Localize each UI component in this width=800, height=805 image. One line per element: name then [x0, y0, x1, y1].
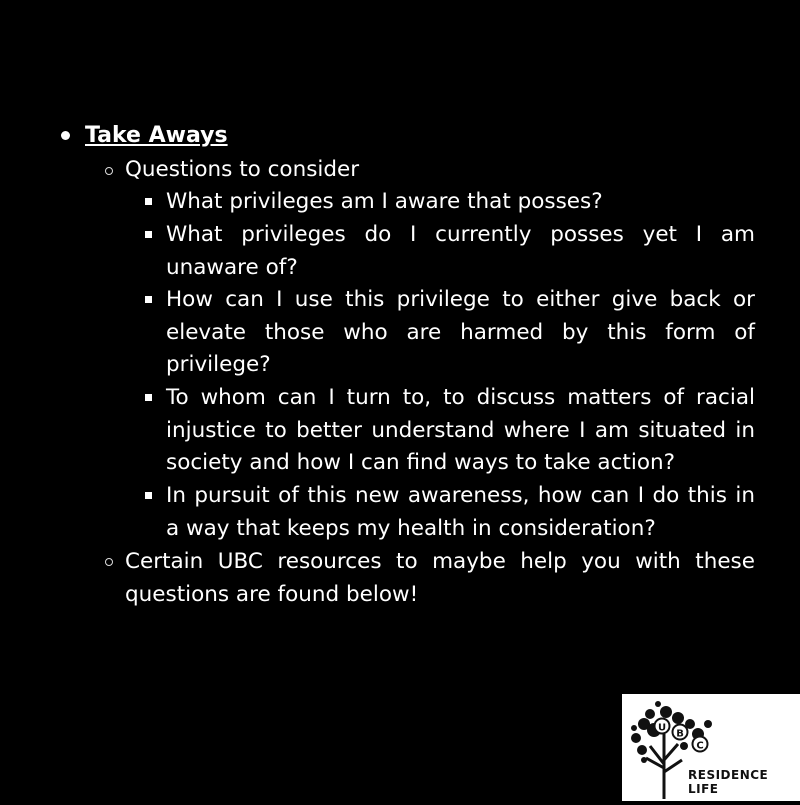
- heading-bullet-icon: [61, 131, 70, 140]
- section-heading: Take Aways: [85, 123, 228, 148]
- square-bullet-icon: [145, 492, 152, 499]
- question-item: In pursuit of this new awareness, how can I do this in a way that keeps my health in consideration?: [166, 483, 755, 541]
- logo-letter: U: [657, 722, 667, 734]
- logo-letter: C: [696, 740, 704, 752]
- logo-label: RESIDENCE LIFE: [688, 768, 769, 796]
- square-bullet-icon: [145, 296, 152, 303]
- square-bullet-icon: [145, 394, 152, 401]
- question-item: To whom can I turn to, to discuss matters of racial injustice to better understand where I am situated in society and how I can find ways to take action?: [166, 385, 755, 475]
- square-bullet-icon: [145, 198, 152, 205]
- square-bullet-icon: [145, 231, 152, 238]
- hollow-bullet-icon: [105, 167, 113, 175]
- question-item: How can I use this privilege to either give back or elevate those who are harmed by this form of privilege?: [166, 287, 755, 377]
- hollow-bullet-icon: [105, 558, 113, 566]
- question-item: What privileges do I currently posses yet I am unaware of?: [166, 222, 755, 280]
- logo-letter: B: [676, 728, 684, 740]
- subsection-label: Questions to consider: [125, 157, 360, 182]
- question-item: What privileges am I aware that posses?: [166, 189, 603, 214]
- resources-note: Certain UBC resources to maybe help you with these questions are found below!: [125, 549, 755, 607]
